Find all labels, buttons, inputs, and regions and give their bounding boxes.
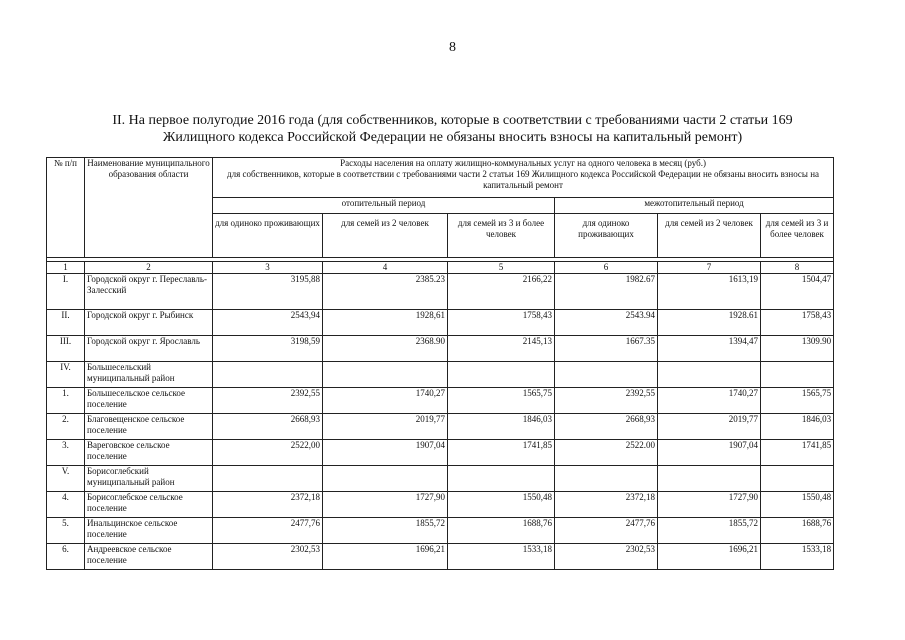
row-value [213, 466, 323, 492]
header-expenses-line-2: для собственников, которые в соответствии с требованиями части 2 статьи 169 Жилищного кодекса Российской Федерации не обязаны вносить взносы на капитальный ремонт [227, 169, 820, 190]
row-value: 2302,53 [213, 544, 323, 570]
row-number: I. [47, 274, 85, 310]
header-expenses-line-1: Расходы населения на оплату жилищно-коммунальных услуг на одного человека в месяц (руб.) [340, 158, 706, 168]
row-municipality: Большесельское сельское поселение [85, 388, 213, 414]
row-value: 1533,18 [448, 544, 555, 570]
row-value: 1688,76 [448, 518, 555, 544]
row-value [448, 466, 555, 492]
header-subcolumn: для семей из 3 и более человек [761, 214, 834, 258]
table-row [47, 336, 834, 362]
row-value: 1309.90 [761, 336, 834, 362]
row-value: 1758,43 [761, 310, 834, 336]
row-value: 1550,48 [761, 492, 834, 518]
row-value: 2368.90 [323, 336, 448, 362]
row-value: 1855,72 [323, 518, 448, 544]
column-number: 8 [761, 262, 834, 274]
header-number: № п/п [47, 158, 85, 258]
row-value: 1928,61 [323, 310, 448, 336]
row-value: 2166,22 [448, 274, 555, 310]
row-value: 2392,55 [555, 388, 658, 414]
header-municipality: Наименование муниципального образования области [85, 158, 213, 258]
page-number: 8 [449, 40, 456, 55]
table-row [47, 544, 834, 570]
column-number: 1 [47, 262, 85, 274]
row-value: 1741,85 [448, 440, 555, 466]
row-value: 1740,27 [323, 388, 448, 414]
table-row [47, 518, 834, 544]
row-value: 1533,18 [761, 544, 834, 570]
header-subcolumn: для семей из 2 человек [323, 214, 448, 258]
row-value: 1565,75 [448, 388, 555, 414]
row-value: 2392,55 [213, 388, 323, 414]
column-number: 4 [323, 262, 448, 274]
row-value: 2019,77 [658, 414, 761, 440]
table-row [47, 310, 834, 336]
row-value [323, 466, 448, 492]
row-value: 1846,03 [448, 414, 555, 440]
row-value: 2019,77 [323, 414, 448, 440]
row-value: 1696,21 [323, 544, 448, 570]
row-number: 4. [47, 492, 85, 518]
row-value [761, 466, 834, 492]
row-value [761, 362, 834, 388]
row-value [448, 362, 555, 388]
table-row [47, 440, 834, 466]
row-number: III. [47, 336, 85, 362]
row-value: 2477,76 [213, 518, 323, 544]
row-value: 1565,75 [761, 388, 834, 414]
row-value: 2477,76 [555, 518, 658, 544]
row-municipality: Вареговское сельское поселение [85, 440, 213, 466]
table-row [47, 466, 834, 492]
row-value [323, 362, 448, 388]
header-subcolumn: для одиноко проживающих [555, 214, 658, 258]
row-number: 2. [47, 414, 85, 440]
column-number: 5 [448, 262, 555, 274]
heading-line-2: Жилищного кодекса Российской Федерации не обязаны вносить взносы на капитальный ремонт) [162, 130, 743, 145]
row-value [658, 362, 761, 388]
table-row [47, 492, 834, 518]
column-number: 7 [658, 262, 761, 274]
row-value: 2372,18 [213, 492, 323, 518]
row-value: 2145,13 [448, 336, 555, 362]
row-value: 1504,47 [761, 274, 834, 310]
row-value: 2522,00 [213, 440, 323, 466]
row-value: 2385.23 [323, 274, 448, 310]
header-subcolumn: для одиноко проживающих [213, 214, 323, 258]
row-number: II. [47, 310, 85, 336]
section-heading [60, 112, 845, 146]
row-value: 1688,76 [761, 518, 834, 544]
row-value: 1394,47 [658, 336, 761, 362]
row-value: 1740,27 [658, 388, 761, 414]
row-value: 1907,04 [658, 440, 761, 466]
row-value [555, 466, 658, 492]
header-nonheating-period: межотопительный период [555, 198, 834, 214]
row-value: 1907,04 [323, 440, 448, 466]
row-number: 5. [47, 518, 85, 544]
header-subcolumn: для семей из 2 человек [658, 214, 761, 258]
header-heating-period: отопительный период [213, 198, 555, 214]
row-municipality: Борисоглебский муниципальный район [85, 466, 213, 492]
row-value: 3195,88 [213, 274, 323, 310]
row-value [555, 362, 658, 388]
row-value: 2668,93 [555, 414, 658, 440]
row-municipality: Благовещенское сельское поселение [85, 414, 213, 440]
row-value: 1667.35 [555, 336, 658, 362]
row-value: 1727,90 [323, 492, 448, 518]
heading-line-1: II. На первое полугодие 2016 года (для собственников, которые в соответствии с требованиями части 2 статьи 169 [112, 113, 793, 128]
header-expenses-group [213, 158, 834, 198]
row-value [658, 466, 761, 492]
row-number: 1. [47, 388, 85, 414]
table-row [47, 414, 834, 440]
table-row [47, 274, 834, 310]
row-municipality: Городской округ г. Ярославль [85, 336, 213, 362]
row-value: 1855,72 [658, 518, 761, 544]
row-municipality: Большесельский муниципальный район [85, 362, 213, 388]
table-row [47, 388, 834, 414]
row-value: 2522.00 [555, 440, 658, 466]
row-value: 1758,43 [448, 310, 555, 336]
row-value: 1613,19 [658, 274, 761, 310]
row-value: 3198,59 [213, 336, 323, 362]
column-number: 2 [85, 262, 213, 274]
row-municipality: Городской округ г. Рыбинск [85, 310, 213, 336]
row-value: 1696,21 [658, 544, 761, 570]
row-value: 2543.94 [555, 310, 658, 336]
column-number: 6 [555, 262, 658, 274]
row-value: 2543,94 [213, 310, 323, 336]
row-municipality: Борисоглебское сельское поселение [85, 492, 213, 518]
row-value: 1846,03 [761, 414, 834, 440]
row-number: 6. [47, 544, 85, 570]
header-subcolumn: для семей из 3 и более человек [448, 214, 555, 258]
row-municipality: Городской округ г. Переславль-Залесский [85, 274, 213, 310]
row-number: 3. [47, 440, 85, 466]
row-municipality: Инальцинское сельское поселение [85, 518, 213, 544]
row-number: IV. [47, 362, 85, 388]
row-value: 2372,18 [555, 492, 658, 518]
row-value [213, 362, 323, 388]
row-municipality: Андреевское сельское поселение [85, 544, 213, 570]
column-number: 3 [213, 262, 323, 274]
row-number: V. [47, 466, 85, 492]
row-value: 1727,90 [658, 492, 761, 518]
expenses-table [46, 157, 834, 570]
table-row [47, 362, 834, 388]
row-value: 1550,48 [448, 492, 555, 518]
row-value: 1982.67 [555, 274, 658, 310]
row-value: 2302,53 [555, 544, 658, 570]
row-value: 1741,85 [761, 440, 834, 466]
row-value: 1928.61 [658, 310, 761, 336]
row-value: 2668,93 [213, 414, 323, 440]
